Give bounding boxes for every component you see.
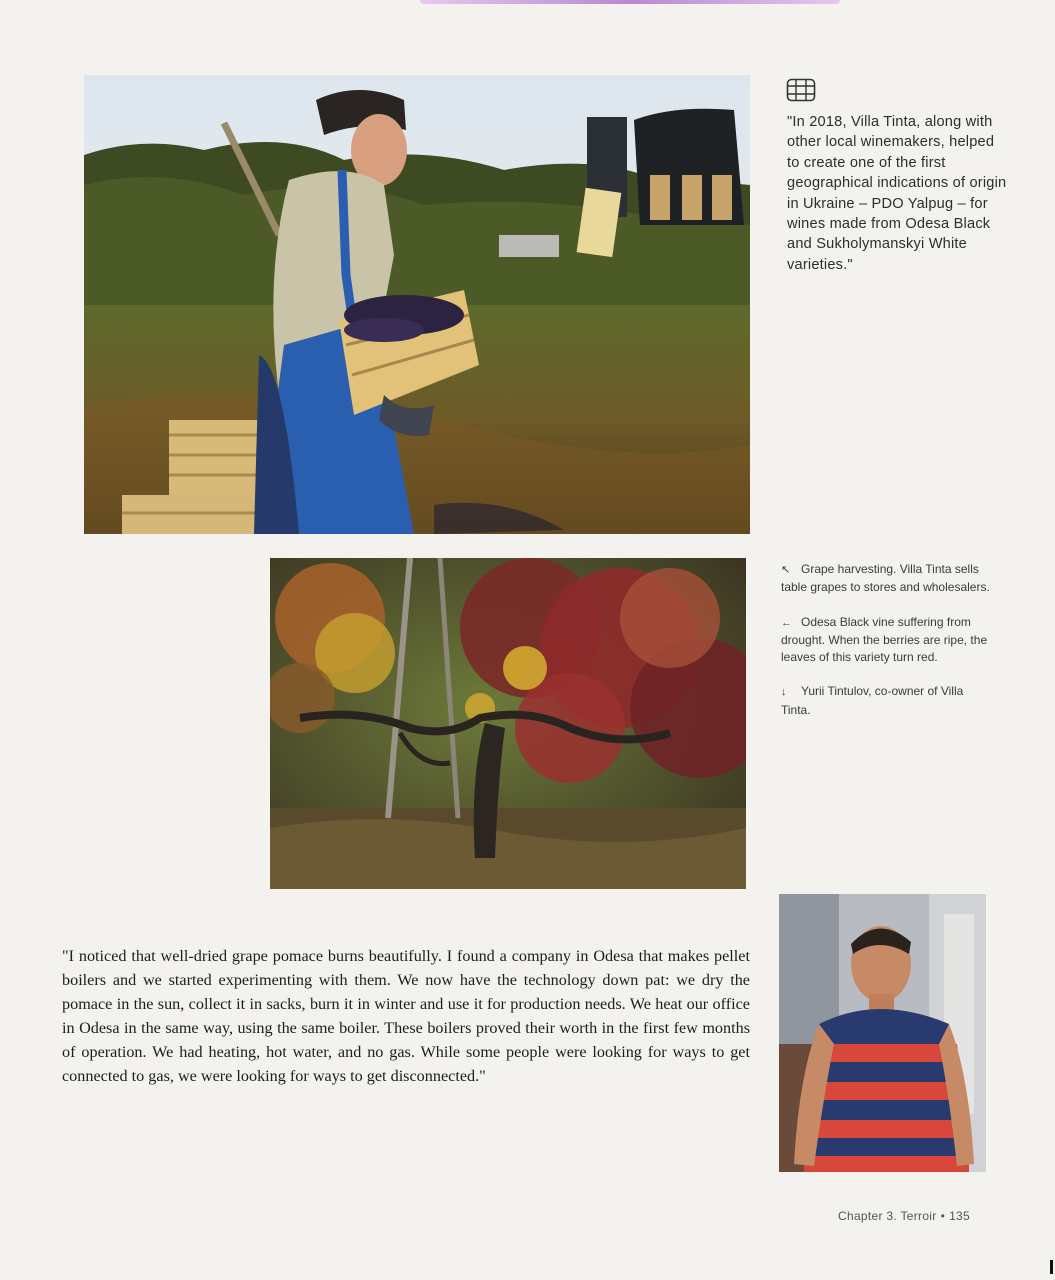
page-footer (838, 1209, 970, 1223)
caption-harvest: ↖ Grape harvesting. Villa Tinta sells table grapes to stores and wholesalers. (781, 562, 990, 595)
barrel-icon (786, 78, 816, 102)
page-edge (420, 0, 840, 4)
arrow-down-icon: ↓ (781, 686, 787, 699)
photo-grape-harvest (84, 75, 750, 534)
arrow-up-left-icon: ↖ (781, 564, 791, 576)
body-quote: "I noticed that well-dried grape pomace burns beautifully. I found a company in Odesa that makes pellet boilers and we started experimenting with them. We now have the technology down pat: we dry the pomace in the sun, collect it in sacks, burn it in winter and use it for production needs. We heat our office in Odesa in the same way, using the same boiler. These boilers proved their worth in the first few months of operation. We had heating, hot water, and no gas. While some people were looking for ways to get connected to gas, we were looking for ways to get disconnected." (62, 947, 750, 1085)
photo-captions (781, 561, 991, 736)
arrow-left-icon: ← (781, 616, 792, 629)
sidebar-quote: "In 2018, Villa Tinta, along with other local winemakers, helped to create one of the first geographical indications of origin in Ukraine – PDO Yalpug – for wines made from Odesa Black and Sukholymanskyi White varieties." (787, 114, 1007, 273)
photo-odesa-black-vine (270, 558, 746, 889)
caption-vine: ← Odesa Black vine suffering from drought. When the berries are ripe, the leaves of this variety turn red. (781, 614, 988, 665)
page-number: 135 (949, 1209, 970, 1223)
chapter-label: Chapter 3. Terroir (838, 1209, 937, 1223)
caption-portrait: ↓ Yurii Tintulov, co-owner of Villa Tinta. (781, 684, 964, 717)
page-corner-mark (1050, 1260, 1053, 1274)
footer-bullet: • (940, 1209, 946, 1223)
photo-yurii-tintulov (779, 894, 986, 1172)
